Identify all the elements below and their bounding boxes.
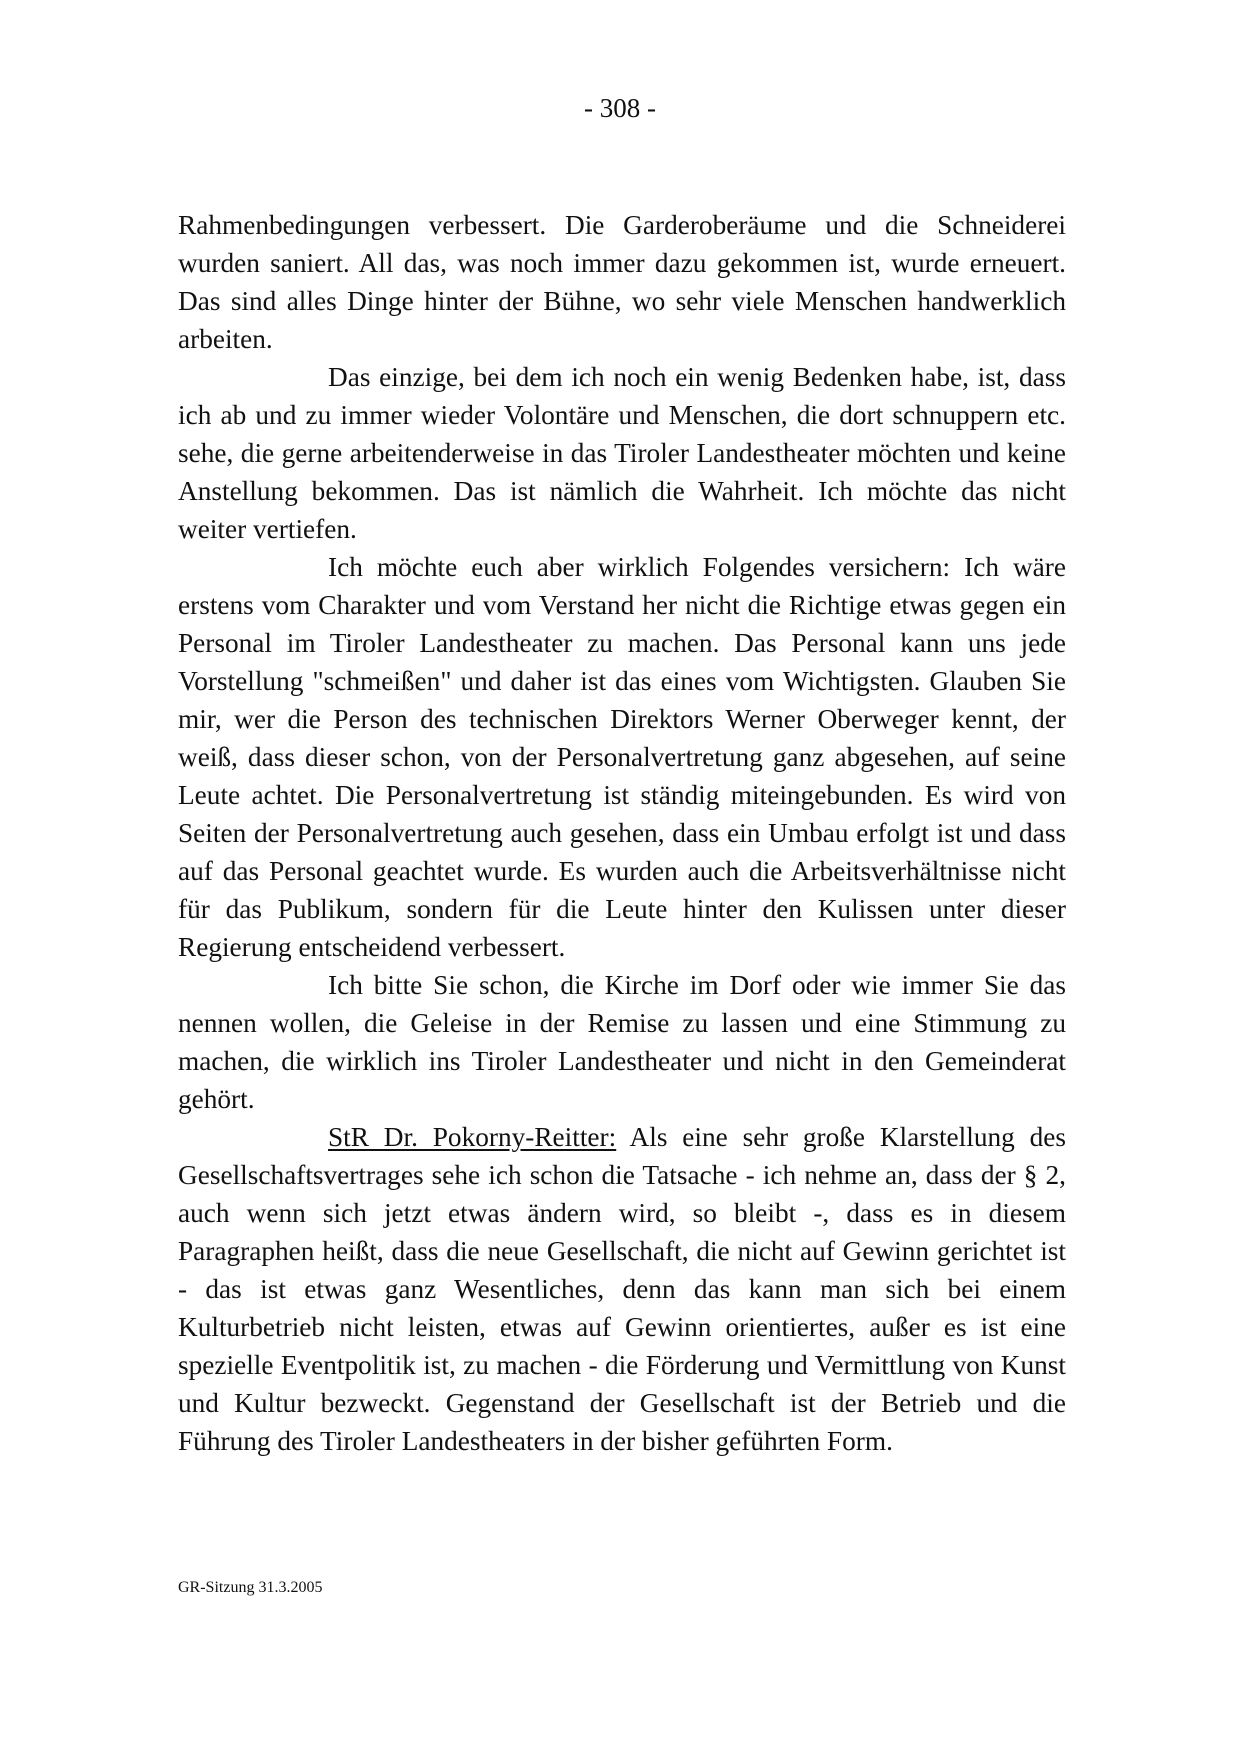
speaker-name: StR Dr. Pokorny-Reitter:: [328, 1122, 617, 1152]
footer-session-date: GR-Sitzung 31.3.2005: [178, 1579, 323, 1596]
speaker-paragraph: [178, 1118, 1066, 1460]
paragraph: Ich bitte Sie schon, die Kirche im Dorf oder wie immer Sie das nennen wollen, die Geleise in der Remise zu lassen und eine Stimmung zu machen, die wirklich ins Tiroler Landestheater und nicht in den Gemeinderat gehört.: [178, 970, 1066, 1114]
document-body: [178, 206, 1066, 1460]
speaker-statement: Als eine sehr große Klarstellung des Gesellschaftsvertrages sehe ich schon die Tatsache - ich nehme an, dass der § 2, auch wenn sich jetzt etwas ändern wird, so bleibt -, dass es in diesem Paragraphen heißt, dass die neue Gesellschaft, die nicht auf Gewinn gerichtet ist - das ist etwas ganz Wesentliches, denn das kann man sich bei einem Kulturbetrieb nicht leisten, etwas auf Gewinn orientiertes, außer es ist eine spezielle Eventpolitik ist, zu machen - die Förderung und Vermittlung von Kunst und Kultur bezweckt. Gegenstand der Gesellschaft ist der Betrieb und die Führung des Tiroler Landestheaters in der bisher geführten Form.: [178, 1122, 1066, 1456]
paragraph: Rahmenbedingungen verbessert. Die Garderoberäume und die Schneiderei wurden saniert. All das, was noch immer dazu gekommen ist, wurde erneuert. Das sind alles Dinge hinter der Bühne, wo sehr viele Menschen handwerklich arbeiten.: [178, 210, 1066, 354]
paragraph: Das einzige, bei dem ich noch ein wenig Bedenken habe, ist, dass ich ab und zu immer wieder Volontäre und Menschen, die dort schnuppern etc. sehe, die gerne arbeitenderweise in das Tiroler Landestheater möchten und keine Anstellung bekommen. Das ist nämlich die Wahrheit. Ich möchte das nicht weiter vertiefen.: [178, 362, 1066, 544]
page-number: - 308 -: [584, 93, 656, 123]
paragraph: Ich möchte euch aber wirklich Folgendes versichern: Ich wäre erstens vom Charakter und vom Verstand her nicht die Richtige etwas gegen ein Personal im Tiroler Landestheater zu machen. Das Personal kann uns jede Vorstellung "schmeißen" und daher ist das eines vom Wichtigsten. Glauben Sie mir, wer die Person des technischen Direktors Werner Oberweger kennt, der weiß, dass dieser schon, von der Personalvertretung ganz abgesehen, auf seine Leute achtet. Die Personalvertretung ist ständig miteingebunden. Es wird von Seiten der Personalvertretung auch gesehen, dass ein Umbau erfolgt ist und dass auf das Personal geachtet wurde. Es wurden auch die Arbeitsverhältnisse nicht für das Publikum, sondern für die Leute hinter den Kulissen unter dieser Regierung entscheidend verbessert.: [178, 552, 1066, 962]
